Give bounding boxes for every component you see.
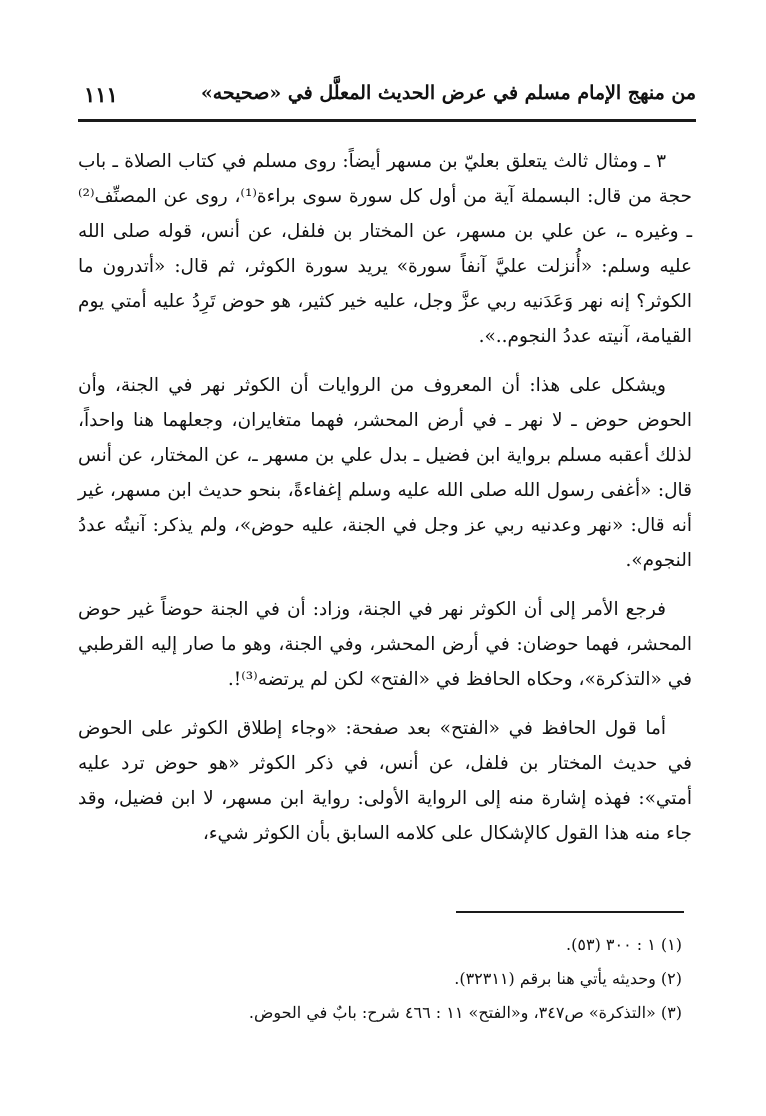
main-text — [78, 144, 692, 865]
paragraph-hafiz-statement: أما قول الحافظ في «الفتح» بعد صفحة: «وجاء إطلاق الكوثر على الحوض في حديث المختار بن فلفل، عن أنس، في ذكر الكوثر «هو حوض ترد عليه أمتي»: فهذه إشارة منه إلى الرواية الأولى: رواية ابن مسهر، لا ابن فضيل، وقد جاء منه هذا القول كالإشكال على كلامه السابق بأن الكوثر شيء، — [78, 718, 692, 844]
footnote-2: (٢) وحديثه يأتي هنا برقم (٣٢٣١١). — [454, 969, 682, 988]
paragraph-conclusion: فرجع الأمر إلى أن الكوثر نهر في الجنة، وزاد: أن في الجنة حوضاً غير حوض المحشر، فهما حوضان: في أرض المحشر، وفي الجنة، وهو ما صار إليه القرطبي في «التذكرة»، وحكاه الحافظ في «الفتح» لكن لم يرتضه⁽³⁾!. — [78, 599, 692, 690]
running-title: من منهج الإمام مسلم في عرض الحديث المعلَّل في «صحيحه» — [200, 82, 696, 104]
paragraph-example-three: ٣ ـ ومثال ثالث يتعلق بعليّ بن مسهر أيضاً: روى مسلم في كتاب الصلاة ـ باب حجة من قال: البسملة آية من أول كل سورة سوى براءة⁽¹⁾، روى عن المصنِّف⁽²⁾ ـ وغيره ـ، عن علي بن مسهر، عن المختار بن فلفل، عن أنس، قوله صلى الله عليه وسلم: «أُنزلت عليَّ آنفاً سورة» يريد سورة الكوثر، ثم قال: «أتدرون ما الكوثر؟ إنه نهر وَعَدَنيه ربي عزَّ وجل، عليه خير كثير، هو حوض تَرِدُ عليه أمتي يوم القيامة، آنيته عددُ النجوم..». — [78, 151, 692, 347]
header-divider — [78, 119, 696, 122]
page-number: ١١١ — [84, 82, 118, 107]
paragraph-problem: ويشكل على هذا: أن المعروف من الروايات أن الكوثر نهر في الجنة، وأن الحوض حوض ـ لا نهر ـ في أرض المحشر، فهما متغايران، وجعلهما هنا واحداً، لذلك أعقبه مسلم برواية ابن فضيل ـ بدل علي بن مسهر ـ، عن المختار، عن أنس قال: «أغفى رسول الله صلى الله عليه وسلم إغفاءةً، بنحو حديث ابن مسهر، غير أنه قال: «نهر وعدنيه ربي عز وجل في الجنة، عليه حوض»، ولم يذكر: آنيتُه عددُ النجوم». — [78, 375, 692, 571]
footnote-divider — [456, 911, 684, 913]
footnotes — [78, 928, 682, 1030]
footnote-3: (٣) «التذكرة» ص٣٤٧، و«الفتح» ١١ : ٤٦٦ شرح: بابٌ في الحوض. — [248, 1003, 682, 1022]
footnote-1: (١) ١ : ٣٠٠ (٥٣). — [566, 935, 682, 954]
page-header — [78, 80, 696, 120]
